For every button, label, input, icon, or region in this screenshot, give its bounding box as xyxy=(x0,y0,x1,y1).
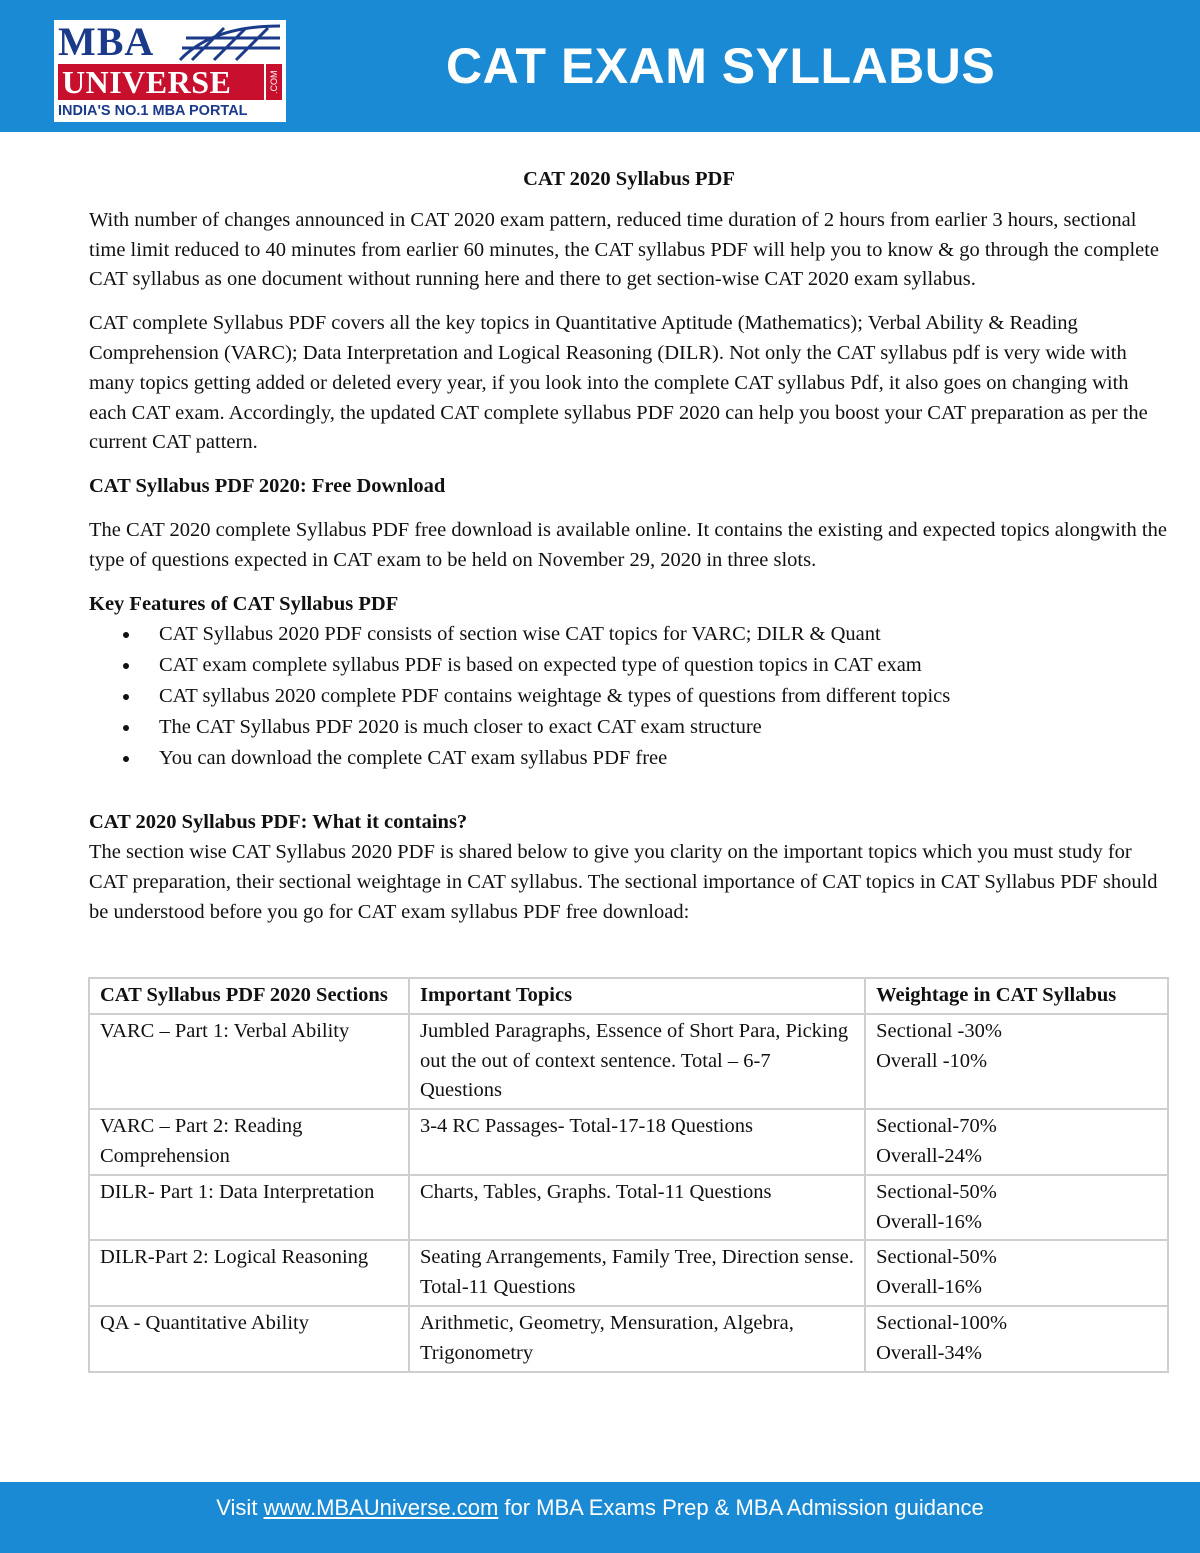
overall-weightage: Overall -10% xyxy=(876,1049,988,1072)
weightage-cell xyxy=(865,1109,1168,1175)
free-download-paragraph: The CAT 2020 complete Syllabus PDF free download is available online. It contains the existing and expected topics alongwith the type of questions expected in CAT exam to be held on November 29, 2020 in three slots. xyxy=(89,518,1167,571)
mba-universe-logo[interactable] xyxy=(54,20,286,122)
section-cell: DILR-Part 2: Logical Reasoning xyxy=(89,1240,409,1306)
table-row xyxy=(89,1175,1168,1241)
footer-prefix: Visit xyxy=(216,1495,264,1520)
contains-paragraph: The section wise CAT Syllabus 2020 PDF is shared below to give you clarity on the important topics which you must study for CAT preparation, their sectional weightage in CAT syllabus. The sectional importance of CAT topics in CAT Syllabus PDF should be understood before you go for CAT exam syllabus PDF free download: xyxy=(89,841,1158,923)
table-row xyxy=(89,1014,1168,1109)
topics-cell: Charts, Tables, Graphs. Total-11 Questions xyxy=(409,1175,865,1241)
weightage-cell xyxy=(865,1175,1168,1241)
topics-cell: 3-4 RC Passages- Total-17-18 Questions xyxy=(409,1109,865,1175)
intro-paragraph: CAT complete Syllabus PDF covers all the key topics in Quantitative Aptitude (Mathematics); Verbal Ability & Reading Comprehension (VARC); Data Interpretation and Logical Reasoning (DILR). Not only the CAT syllabus pdf is very wide with many topics getting added or deleted every year, if you look into the complete CAT syllabus Pdf, it also goes on changing with each CAT exam. Accordingly, the updated CAT complete syllabus PDF 2020 can help you boost your CAT preparation as per the current CAT pattern. xyxy=(89,312,1148,454)
list-item: CAT syllabus 2020 complete PDF contains weightage & types of questions from different topics xyxy=(89,681,1169,712)
free-download-heading: CAT Syllabus PDF 2020: Free Download xyxy=(89,475,446,498)
document-body xyxy=(89,165,1169,942)
weightage-cell xyxy=(865,1014,1168,1109)
table-row xyxy=(89,1240,1168,1306)
overall-weightage: Overall-16% xyxy=(876,1210,982,1233)
footer-suffix: for MBA Exams Prep & MBA Admission guidance xyxy=(498,1495,984,1520)
sectional-weightage: Sectional-50% xyxy=(876,1180,997,1203)
table-header-row xyxy=(89,978,1168,1014)
table-header-topics: Important Topics xyxy=(409,978,865,1014)
logo-universe-text: UNIVERSE xyxy=(58,64,264,100)
contains-heading: CAT 2020 Syllabus PDF: What it contains? xyxy=(89,811,468,834)
key-features-list xyxy=(89,619,1169,774)
document-title: CAT 2020 Syllabus PDF xyxy=(523,168,735,190)
sectional-weightage: Sectional-100% xyxy=(876,1311,1008,1334)
table-header-weightage: Weightage in CAT Syllabus xyxy=(865,978,1168,1014)
sectional-weightage: Sectional -30% xyxy=(876,1019,1002,1042)
page-footer xyxy=(0,1482,1200,1553)
section-cell: QA - Quantitative Ability xyxy=(89,1306,409,1372)
section-cell: DILR- Part 1: Data Interpretation xyxy=(89,1175,409,1241)
sectional-weightage: Sectional-50% xyxy=(876,1246,997,1269)
overall-weightage: Overall-34% xyxy=(876,1341,982,1364)
table-header-sections: CAT Syllabus PDF 2020 Sections xyxy=(89,978,409,1014)
overall-weightage: Overall-24% xyxy=(876,1144,982,1167)
weightage-cell xyxy=(865,1306,1168,1372)
overall-weightage: Overall-16% xyxy=(876,1276,982,1299)
topics-cell: Arithmetic, Geometry, Mensuration, Algebra, Trigonometry xyxy=(409,1306,865,1372)
list-item: CAT exam complete syllabus PDF is based on expected type of question topics in CAT exam xyxy=(89,650,1169,681)
logo-tagline: INDIA'S NO.1 MBA PORTAL xyxy=(58,103,248,119)
syllabus-table xyxy=(88,977,1169,1373)
table-row xyxy=(89,1306,1168,1372)
page-header xyxy=(0,0,1200,132)
list-item: The CAT Syllabus PDF 2020 is much closer to exact CAT exam structure xyxy=(89,712,1169,743)
topics-cell: Seating Arrangements, Family Tree, Direction sense. Total-11 Questions xyxy=(409,1240,865,1306)
section-cell: VARC – Part 1: Verbal Ability xyxy=(89,1014,409,1109)
logo-com-text: .COM xyxy=(266,64,282,100)
page-title: CAT EXAM SYLLABUS xyxy=(446,38,996,94)
intro-paragraph: With number of changes announced in CAT 2020 exam pattern, reduced time duration of 2 hours from earlier 3 hours, sectional time limit reduced to 40 minutes from earlier 60 minutes, the CAT syllabus PDF will help you to know & go through the complete CAT syllabus as one document without running here and there to get section-wise CAT 2020 exam syllabus. xyxy=(89,208,1160,291)
logo-mba-text: MBA xyxy=(58,19,155,64)
list-item: You can download the complete CAT exam syllabus PDF free xyxy=(89,743,1169,774)
topics-cell: Jumbled Paragraphs, Essence of Short Para, Picking out the out of context sentence. Total – 6-7 Questions xyxy=(409,1014,865,1109)
table-row xyxy=(89,1109,1168,1175)
section-cell: VARC – Part 2: Reading Comprehension xyxy=(89,1109,409,1175)
sectional-weightage: Sectional-70% xyxy=(876,1115,997,1138)
globe-icon xyxy=(172,22,284,62)
key-features-heading: Key Features of CAT Syllabus PDF xyxy=(89,592,399,615)
footer-website-link[interactable]: www.MBAUniverse.com xyxy=(263,1495,499,1520)
list-item: CAT Syllabus 2020 PDF consists of section wise CAT topics for VARC; DILR & Quant xyxy=(89,619,1169,650)
weightage-cell xyxy=(865,1240,1168,1306)
